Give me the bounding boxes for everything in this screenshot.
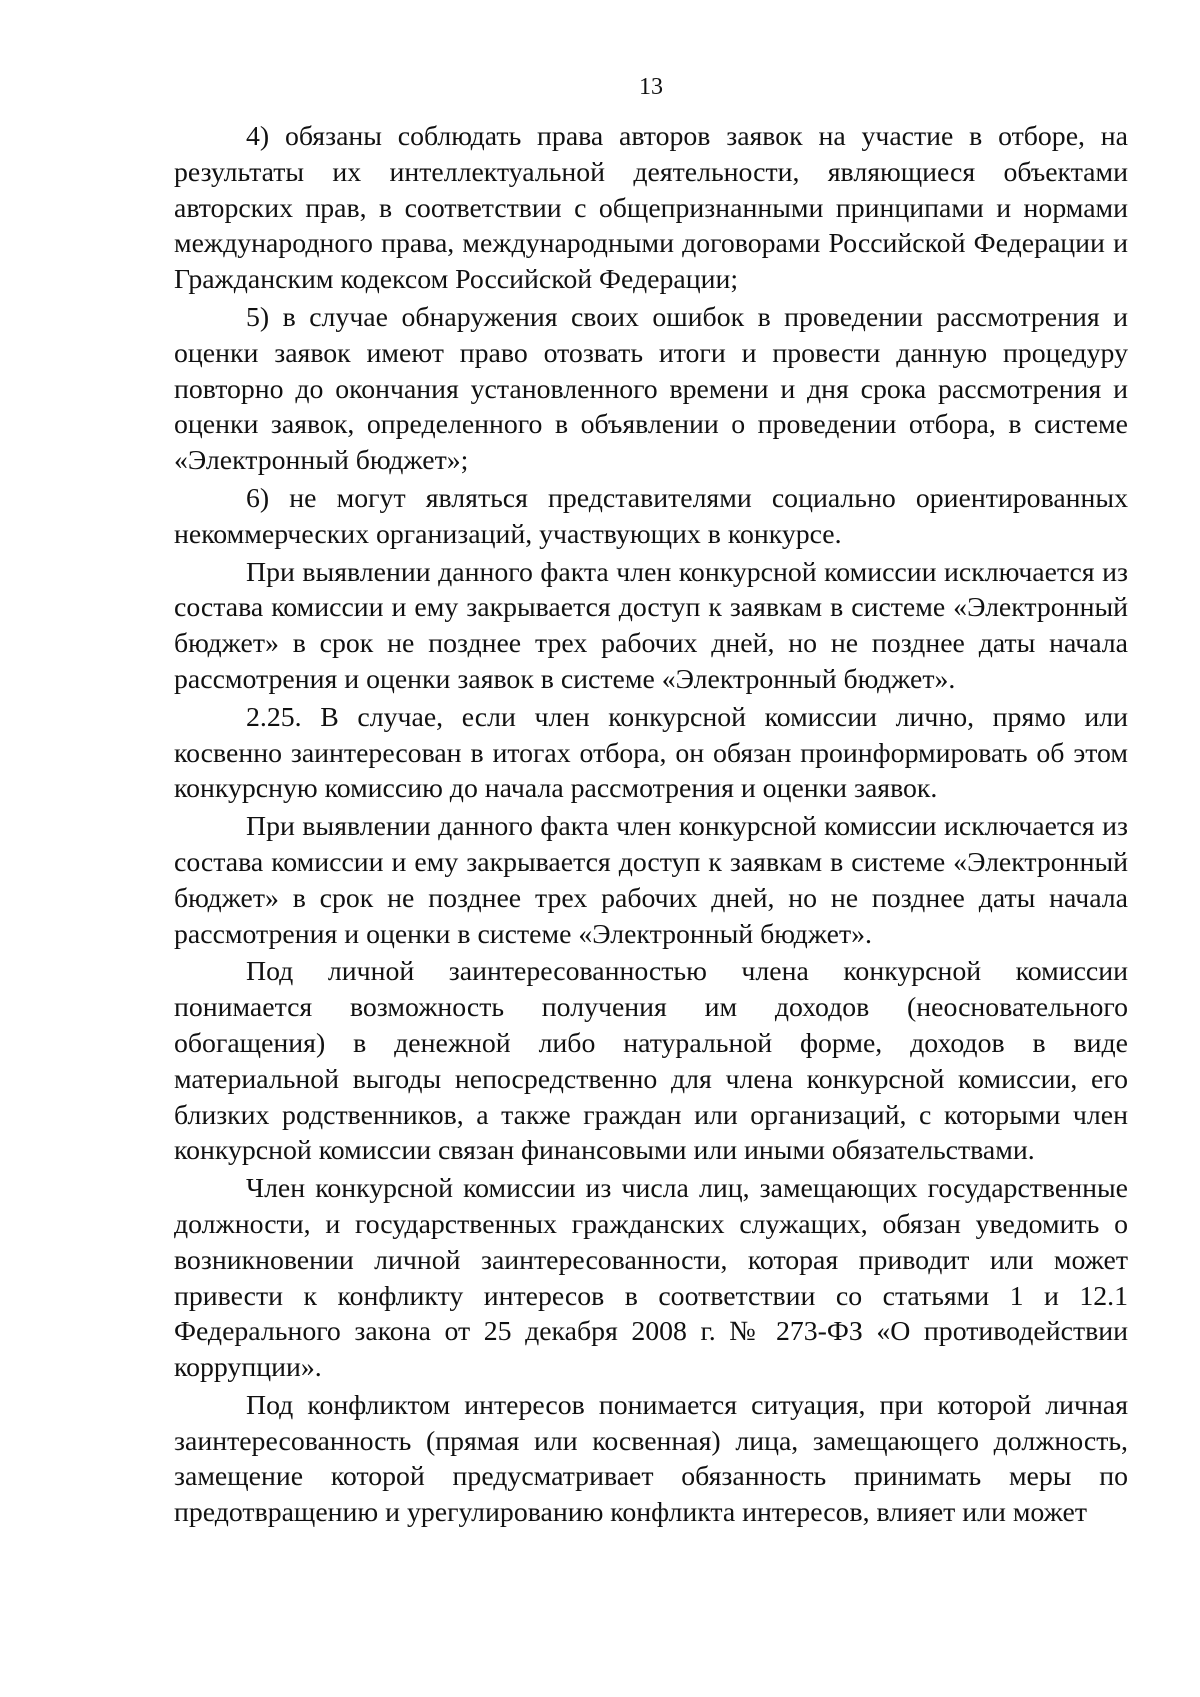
paragraph-personal-interest: Под личной заинтересованностью члена конкурсной комиссии понимается возможность получения им доходов (неосновательного обогащения) в денежной либо натуральной форме, доходов в виде материальной выгоды непосредственно для члена конкурсной комиссии, его близких родственников, а также граждан или организаций, с которыми член конкурсной комиссии связан финансовыми или иными обязательствами. bbox=[174, 956, 1128, 1167]
page-number: 13 bbox=[639, 74, 663, 100]
paragraph-item-5: 5) в случае обнаружения своих ошибок в проведении рассмотрения и оценки заявок имеют право отозвать итоги и провести данную процедуру повторно до окончания установленного времени и дня срока рассмотрения и оценки заявок, определенного в объявлении о проведении отбора, в системе «Электронный бюджет»; bbox=[174, 301, 1128, 477]
document-body bbox=[174, 119, 1128, 1531]
paragraph-item-6: 6) не могут являться представителями социально ориентированных некоммерческих организаций, участвующих в конкурсе. bbox=[174, 482, 1128, 550]
paragraph-conflict-fact-1: При выявлении данного факта член конкурсной комиссии исключается из состава комиссии и ему закрывается доступ к заявкам в системе «Электронный бюджет» в срок не позднее трех рабочих дней, но не позднее даты начала рассмотрения и оценки заявок в системе «Электронный бюджет». bbox=[174, 556, 1128, 695]
paragraph-conflict-definition: Под конфликтом интересов понимается ситуация, при которой личная заинтересованность (прямая или косвенная) лица, замещающего должность, замещение которой предусматривает обязанность принимать меры по предотвращению и урегулированию конфликта интересов, влияет или может bbox=[174, 1389, 1128, 1529]
paragraph-conflict-fact-2: При выявлении данного факта член конкурсной комиссии исключается из состава комиссии и ему закрывается доступ к заявкам в системе «Электронный бюджет» в срок не позднее трех рабочих дней, но не позднее даты начала рассмотрения и оценки в системе «Электронный бюджет». bbox=[174, 811, 1128, 950]
paragraph-item-4: 4) обязаны соблюдать права авторов заявок на участие в отборе, на результаты их интеллектуальной деятельности, являющиеся объектами авторских прав, в соответствии с общепризнанными принципами и нормами международного права, международными договорами Российской Федерации и Гражданским кодексом Российской Федерации; bbox=[174, 121, 1128, 296]
paragraph-state-officials: Член конкурсной комиссии из числа лиц, замещающих государственные должности, и государственных гражданских служащих, обязан уведомить о возникновении личной заинтересованности, которая приводит или может привести к конфликту интересов в соответствии со статьями 1 и 12.1 Федерального закона от 25 декабря 2008 г. № 273-ФЗ «О противодействии коррупции». bbox=[174, 1173, 1128, 1384]
paragraph-clause-2-25: 2.25. В случае, если член конкурсной комиссии лично, прямо или косвенно заинтересован в итогах отбора, он обязан проинформировать об этом конкурсную комиссию до начала рассмотрения и оценки заявок. bbox=[174, 701, 1128, 805]
